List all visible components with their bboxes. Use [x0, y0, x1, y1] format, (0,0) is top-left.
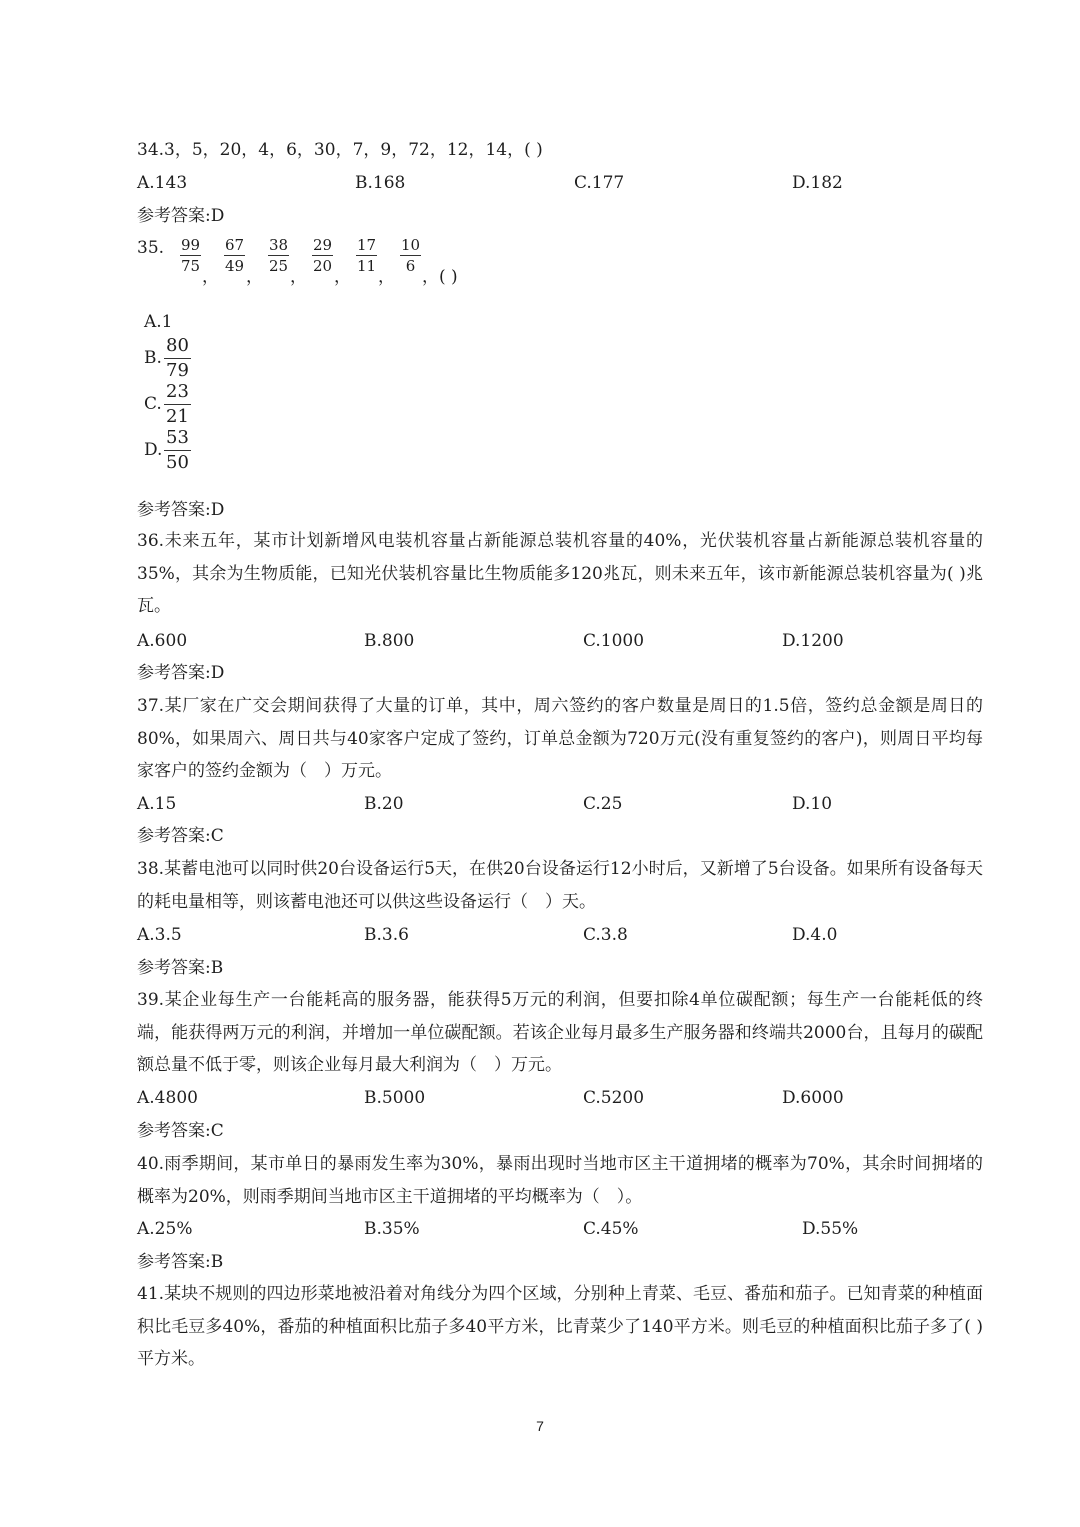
sequence-blank: ，( ): [422, 267, 458, 287]
page-number: 7: [536, 1418, 544, 1434]
option-a: A.25%: [137, 1219, 193, 1239]
option-d: D.55%: [802, 1219, 859, 1239]
option-b-label: B.: [144, 348, 162, 368]
sequence-fraction: $\frac{29}{20}$: [313, 236, 333, 275]
option-b: B.800: [364, 631, 415, 651]
question-38-stem: 38.某蓄电池可以同时供20台设备运行5天，在供20台设备运行12小时后，又新增了5台设备。如果所有设备每天的耗电量相等，则该蓄电池还可以供这些设备运行（ ）天。: [137, 859, 983, 912]
question-39-options: [137, 1086, 983, 1110]
question-34-options: [137, 171, 983, 195]
option-a: A.600: [137, 631, 188, 651]
question-34-stem: 34.3，5，20，4，6，30，7，9，72，12，14，( ): [137, 140, 543, 160]
question-39-stem: 39.某企业每生产一台能耗高的服务器，能获得5万元的利润，但要扣除4单位碳配额；每生产一台能耗低的终端，能获得两万元的利润，并增加一单位碳配额。若该企业每月最多生产服务器和终端共2000台，且每月的碳配额总量不低于零，则该企业每月最大利润为（ ）万元。: [137, 990, 983, 1075]
sequence-separator: ，: [202, 267, 219, 287]
question-38-answer: 参考答案:B: [137, 958, 224, 978]
option-c: C.45%: [583, 1219, 639, 1239]
option-d: D.10: [792, 794, 833, 814]
option-b: B.3.6: [364, 925, 409, 945]
option-a: A.15: [137, 794, 177, 814]
sequence-separator: ，: [290, 267, 307, 287]
question-36-answer: 参考答案:D: [137, 663, 225, 683]
sequence-fraction: $\frac{99}{75}$: [181, 236, 201, 275]
option-b: B.168: [355, 173, 406, 193]
sequence-fraction: $\frac{17}{11}$: [357, 236, 377, 275]
option-a: A.4800: [137, 1088, 198, 1108]
option-a: A.3.5: [137, 925, 182, 945]
option-c: C.177: [574, 173, 625, 193]
sequence-separator: ，: [334, 267, 351, 287]
sequence-separator: ，: [378, 267, 395, 287]
option-c: C.1000: [583, 631, 645, 651]
option-c: C.25: [583, 794, 623, 814]
question-40-answer: 参考答案:B: [137, 1252, 224, 1272]
question-35-answer: 参考答案:D: [137, 500, 225, 520]
option-c-fraction: $\frac{23}{21}$: [166, 381, 189, 427]
question-37-options: [137, 792, 983, 816]
question-36-options: [137, 629, 983, 653]
question-40-options: [137, 1217, 983, 1241]
option-d: D.182: [792, 173, 843, 193]
question-40-stem: 40.雨季期间，某市单日的暴雨发生率为30%，暴雨出现时当地市区主干道拥堵的概率为70%，其余时间拥堵的概率为20%，则雨季期间当地市区主干道拥堵的平均概率为（ ）。: [137, 1154, 983, 1207]
question-35-number: 35.: [137, 238, 165, 258]
option-b: B.5000: [364, 1088, 426, 1108]
option-d: D.6000: [782, 1088, 844, 1108]
question-38-options: [137, 923, 983, 947]
sequence-fraction: $\frac{67}{49}$: [225, 236, 245, 275]
question-37-answer: 参考答案:C: [137, 826, 224, 846]
question-41-stem: 41.某块不规则的四边形菜地被沿着对角线分为四个区域，分别种上青菜、毛豆、番茄和茄子。已知青菜的种植面积比毛豆多40%，番茄的种植面积比茄子多40平方米，比青菜少了140平方米。则毛豆的种植面积比茄子多了( )平方米。: [137, 1284, 983, 1369]
option-c-label: C.: [144, 394, 162, 414]
question-37-stem: 37.某厂家在广交会期间获得了大量的订单，其中，周六签约的客户数量是周日的1.5倍，签约总金额是周日的80%，如果周六、周日共与40家客户定成了签约，订单总金额为720万元(没有重复签约的客户)，则周日平均每家客户的签约金额为（ ）万元。: [137, 696, 983, 781]
option-d-fraction: $\frac{53}{50}$: [166, 427, 189, 473]
question-34-answer: 参考答案:D: [137, 206, 225, 226]
option-d-label: D.: [144, 440, 163, 460]
option-c: C.5200: [583, 1088, 645, 1108]
sequence-separator: ，: [246, 267, 263, 287]
option-c: C.3.8: [583, 925, 628, 945]
option-d: D.1200: [782, 631, 844, 651]
sequence-fraction: $\frac{10}{6}$: [401, 236, 421, 275]
option-b: B.35%: [364, 1219, 420, 1239]
question-39-answer: 参考答案:C: [137, 1121, 224, 1141]
option-a: A.1: [144, 312, 173, 332]
option-b: B.20: [364, 794, 404, 814]
option-b-fraction: $\frac{80}{79}$: [166, 335, 189, 381]
option-d: D.4.0: [792, 925, 838, 945]
option-a: A.143: [137, 173, 188, 193]
sequence-fraction: $\frac{38}{25}$: [269, 236, 289, 275]
question-36-stem: 36.未来五年，某市计划新增风电装机容量占新能源总装机容量的40%，光伏装机容量占新能源总装机容量的35%，其余为生物质能，已知光伏装机容量比生物质能多120兆瓦，则未来五年，该市新能源总装机容量为( )兆瓦。: [137, 531, 983, 616]
